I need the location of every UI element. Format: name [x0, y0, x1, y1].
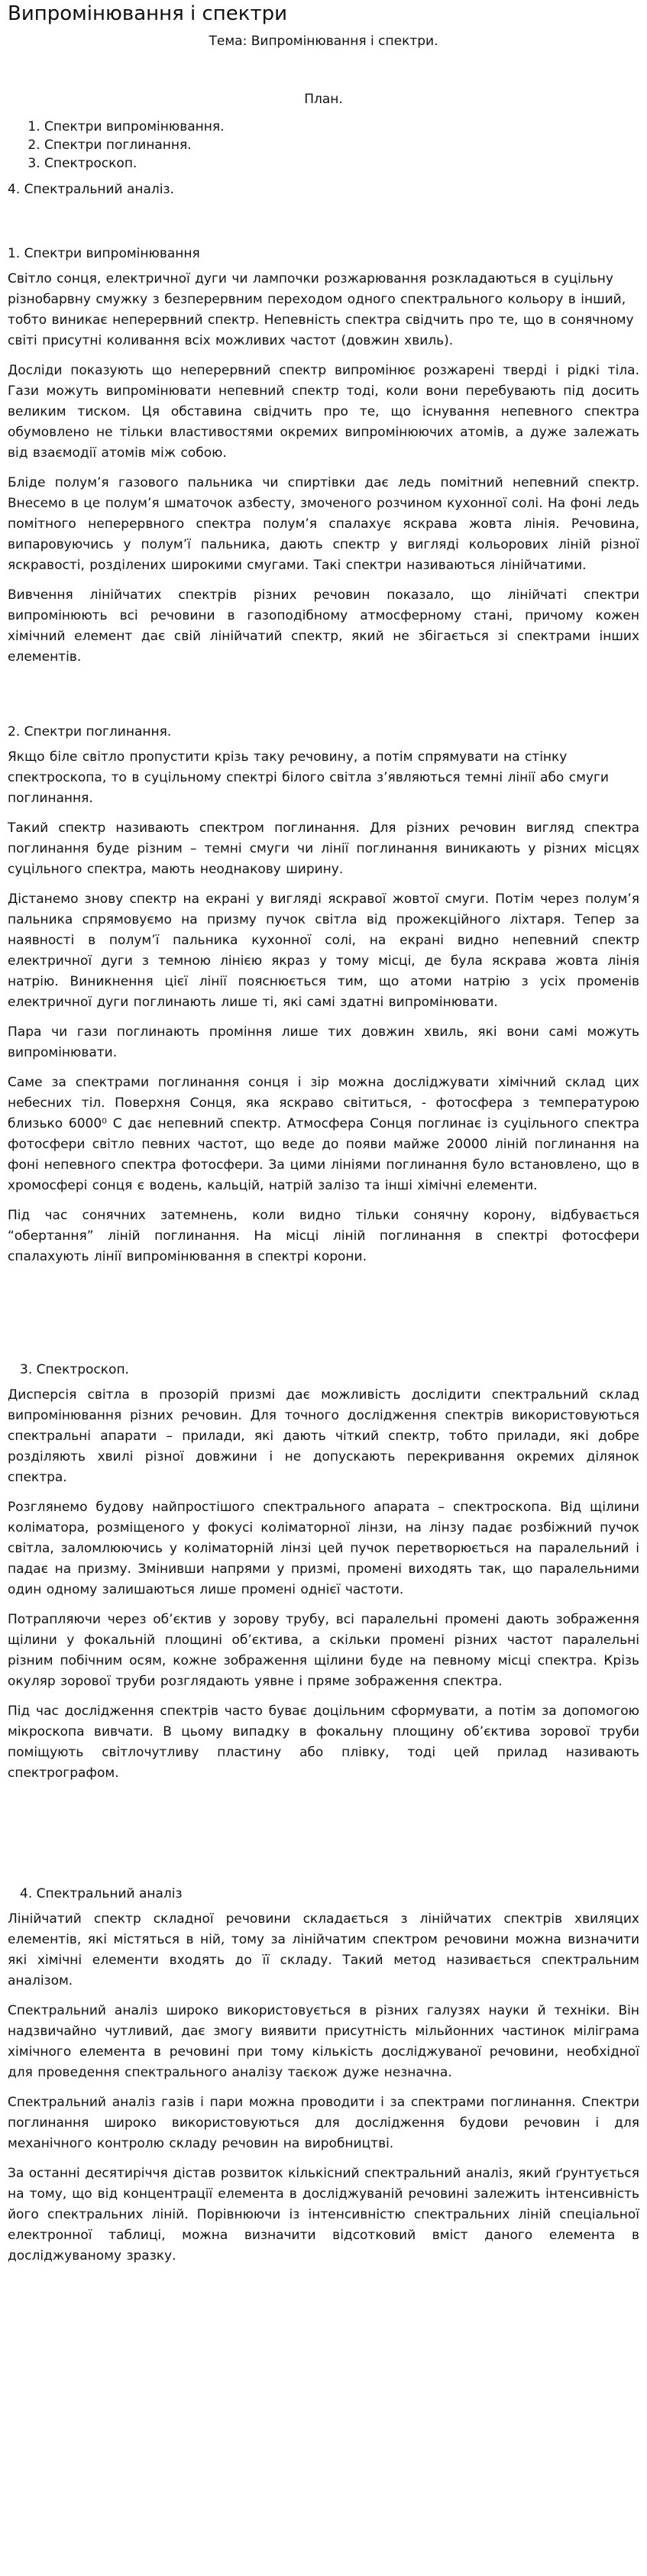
- section-spectral-analysis: [8, 1885, 639, 2267]
- page-title: Випромінювання і спектри: [8, 2, 288, 25]
- section-heading: 2. Спектри поглинання.: [8, 724, 172, 739]
- paragraph: Якщо біле світло пропустити крізь таку речовину, а потім спрямувати на стінку спектроскопа, то в суцільному спектрі білого світла з’являються темні лінії або смуги поглинання.: [8, 749, 609, 806]
- section-emission-spectra: [8, 244, 639, 668]
- paragraph: Пара чи гази поглинають проміння лише тих довжин хвиль, які вони самі можуть випромінювати.: [8, 1024, 639, 1060]
- paragraph: Бліде полум’я газового пальника чи спиртівки дає ледь помітний непевний спектр. Внесемо в це полум’я шматочок азбесту, змоченого розчином кухонної солі. На фоні ледь помітного неперервного спектра полум’я спалахує яскрава жовта лінія. Речовина, випаровуючись у полум’ї пальника, дають спектр у вигляді кольорових ліній різної яскравості, розділених широкими смугами. Такі спектри називаються лінійчатими.: [8, 475, 639, 573]
- section-absorption-spectra: [8, 723, 639, 1267]
- plan-item: 3. Спектроскоп.: [44, 154, 639, 173]
- paragraph: Саме за спектрами поглинання сонця і зір можна досліджувати хімічний склад цих небесних тіл. Поверхня Сонця, яка яскраво світиться, - фотосфера з температурою близько 6000⁰ С дає непевний спектр. Атмосфера Сонця поглинає із суцільного спектра фотосфери світло певних частот, що веде до появи майже 20000 ліній поглинання на фоні непевного спектра фотосфери. За цими лініями поглинання було встановлено, що в хромосфері сонця є водень, кальцій, натрій залізо та інші хімічні елементи.: [8, 1075, 639, 1193]
- plan-list: [8, 118, 639, 173]
- paragraph: Лінійчатий спектр складної речовини складається з лінійчатих спектрів хвиляцих елементів, які містяться в ній, тому за лінійчатим спектром речовини можна визначити які хімічні елементи входять до її складу. Такий метод називається спектральним аналізом.: [8, 1911, 639, 1989]
- section-heading: 3. Спектроскоп.: [20, 1362, 129, 1377]
- paragraph: Світло сонця, електричної дуги чи лампочки розжарювання розкладаються в суцільну різнобарвну смужку з безперервним переходом одного спектрального кольору в інший, тобто виникає неперервний спектр. Непевність спектра свідчить про те, що в сонячному світі присутні коливання всіх можливих частот (довжин хвиль).: [8, 271, 634, 348]
- paragraph: Досліди показують що неперервний спектр випромінює розжарені тверді і рідкі тіла. Гази можуть випромінювати непевний спектр тоді, коли вони перебувають під досить великим тиском. Ця обставина свідчить про те, що існування непевного спектра обумовлено не тільки властивостями окремих випромінюючих атомів, а дуже залежать від взаємодії атомів між собою.: [8, 363, 639, 461]
- plan-item: 1. Спектри випромінювання.: [44, 118, 639, 136]
- topic-line: Тема: Випромінювання і спектри.: [209, 34, 438, 49]
- paragraph: Потрапляючи через об’єктив у зорову трубу, всі паралельні промені дають зображення щілини у фокальній площині об’єктива, а скільки промені різних частот паралельні різним побічним осям, кожне зображення щілини буде на певному місці спектра. Крізь окуляр зорової труби розглядають уявне і пряме зображення спектра.: [8, 1612, 639, 1689]
- paragraph: Спектральний аналіз газів і пари можна проводити і за спектрами поглинання. Спектри поглинання широко використовуються для дослідження будови речовин і для механічного контролю складу речовин на виробництві.: [8, 2095, 639, 2151]
- paragraph: Під час дослідження спектрів часто буває доцільним сформувати, а потім за допомогою мікроскопа вивчати. В цьому випадку в фокальну площину об’єктива зорової труби поміщують світлочутливу пластину або плівку, тоді цей прилад називають спектрографом.: [8, 1704, 639, 1781]
- plan-heading: План.: [304, 92, 343, 107]
- paragraph: Розглянемо будову найпростішого спектрального апарата – спектроскопа. Від щілини коліматора, розміщеного у фокусі коліматорної лінзи, на лінзу падає розбіжний пучок світла, заломлюючись у коліматорній лінзі цей пучок перетворюється на паралельний і падає на призму. Змінивши напрями у призмі, промені виходять так, що паралельними один одному залишаються лише промені однієї частоти.: [8, 1500, 639, 1597]
- plan-item: 2. Спектри поглинання.: [44, 136, 639, 154]
- paragraph: Дістанемо знову спектр на екрані у вигляді яскравої жовтої смуги. Потім через полум’я пальника спрямовуємо на призму пучок світла від прожекційного ліхтаря. Тепер за наявності в полум’ї пальника кухонної солі, на екрані видно непевний спектр електричної дуги з темною лінією якраз у тому місці, де була яскрава жовта лінія натрію. Виникнення цієї лінії пояснюється тим, що атоми натрію з усіх променів електричної дуги поглинають лише ті, які самі здатні випромінювати.: [8, 892, 639, 1010]
- paragraph: За останні десятиріччя дістав розвиток кількісний спектральний аналіз, який ґрунтується на тому, що від концентрації елемента в досліджуваній речовині залежить інтенсивність його спектральних ліній. Порівнюючи із інтенсивністю спектральних ліній спеціальної електронної таблиці, можна визначити відсотковий вміст даного елемента в досліджуваному зразку.: [8, 2166, 639, 2264]
- section-heading: 1. Спектри випромінювання: [8, 246, 200, 261]
- paragraph: Дисперсія світла в прозорій призмі дає можливість дослідити спектральний склад випромінювання різних речовин. Для точного дослідження спектрів використовуються спектральні апарати – прилади, які дають чіткий спектр, тобто прилади, які добре розділяють хвилі різної довжини і не допускають перекривання окремих ділянок спектра.: [8, 1387, 639, 1485]
- paragraph: Такий спектр називають спектром поглинання. Для різних речовин вигляд спектра поглинання буде різним – темні смуги чи лінії поглинання виникають у різних місцях суцільного спектра, мають неоднакову ширину.: [8, 820, 639, 877]
- paragraph: Під час сонячних затемнень, коли видно тільки сонячну корону, відбувається “обертання” ліній поглинання. На місці ліній поглинання в спектрі фотосфери спалахують лінії випромінювання в спектрі корони.: [8, 1208, 639, 1264]
- section-spectroscope: [8, 1361, 639, 1784]
- section-heading: 4. Спектральний аналіз: [20, 1886, 183, 1901]
- paragraph: Вивчення лінійчатих спектрів різних речовин показало, що лінійчаті спектри випромінюють всі речовини в газоподібному атмосферному стані, причому кожен хімічний елемент дає свій лінійчатий спектр, який не збігається зі спектрами інших елементів.: [8, 587, 639, 665]
- paragraph: Спектральний аналіз широко використовується в різних галузях науки й техніки. Він надзвичайно чутливий, дає змогу виявити присутність мільйонних частинок мілiграма хімічного елемента в речовині при тому кількість досліджуваної речовини, необхідної для проведення спектрального аналізу таєкож дуже незначна.: [8, 2003, 639, 2080]
- plan-item-last: 4. Спектральний аналіз.: [8, 182, 174, 197]
